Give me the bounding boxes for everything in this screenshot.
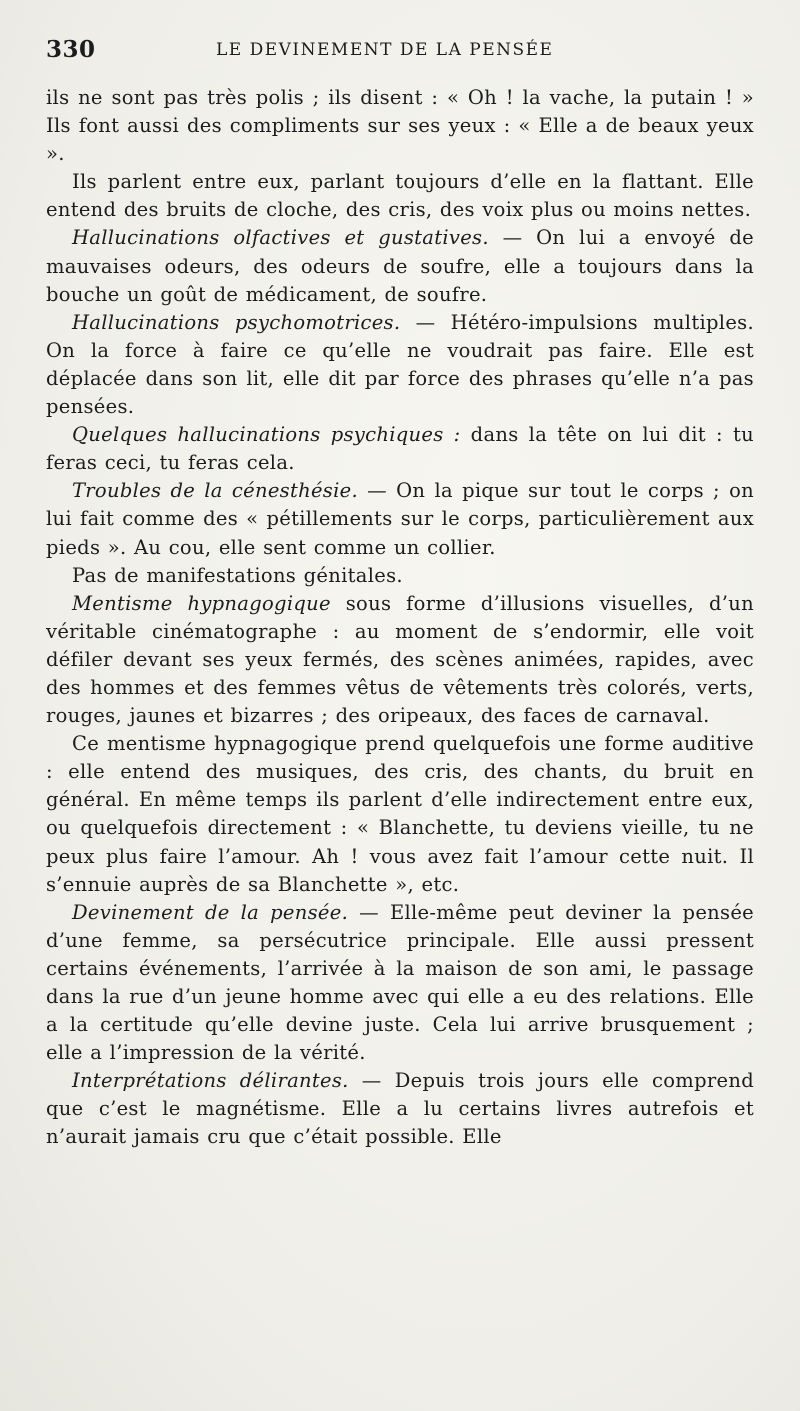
section-lead: Hallucinations psychomotrices. [72, 310, 401, 334]
paragraph-text: ils ne sont pas très polis ; ils disent : « Oh ! la vache, la putain ! » Ils font aussi des compliments sur ses yeux : « Elle a de beaux yeux ». [46, 86, 754, 166]
paragraph-text: — On la pique sur tout le corps ; on lui fait comme des « pétillements sur le corps, particulièrement aux pieds ». Au cou, elle sent comme un collier. [46, 479, 754, 559]
body-text [46, 84, 754, 1152]
section-lead: Devinement de la pensée. [72, 900, 349, 924]
running-head [46, 36, 766, 72]
paragraph-voices [46, 168, 754, 224]
paragraph-mentism [46, 590, 754, 730]
section-lead: Mentisme hypnagogique [72, 591, 331, 615]
paragraph-continuation [46, 84, 754, 168]
paragraph-olfactory [46, 224, 754, 308]
section-lead: Hallucinations olfactives et gustatives. [72, 226, 489, 250]
paragraph-text: dans la tête on lui dit : tu feras ceci, tu feras cela. [46, 423, 755, 475]
paragraph-psychomotor [46, 309, 754, 421]
paragraph-interpretations [46, 1067, 754, 1151]
paragraph-text: sous forme d’illusions visuelles, d’un véritable cinématographe : au moment de s’endormir, elle voit défiler devant ses yeux fermés, des scènes animées, rapides, avec des hommes et des femmes vêtus de vêtements très colorés, verts, rouges, jaunes et bizarres ; des oripeaux, des faces de carnaval. [46, 591, 754, 728]
paragraph-auditory [46, 730, 754, 899]
paragraph-text: — On lui a envoyé de mauvaises odeurs, des odeurs de soufre, elle a toujours dans la bouche un goût de médicament, de soufre. [46, 226, 754, 306]
running-title: LE DEVINEMENT DE LA PENSÉE [216, 40, 554, 60]
section-lead: Quelques hallucinations psychiques : [72, 423, 461, 447]
paragraph-text: Ils parlent entre eux, parlant toujours d’elle en la flattant. Elle entend des bruits de cloche, des cris, des voix plus ou moins nettes. [46, 170, 754, 222]
section-lead: Interprétations délirantes. [72, 1069, 349, 1093]
paragraph-text: — Depuis trois jours elle comprend que c’est le magnétisme. Elle a lu certains livres autrefois et n’aurait jamais cru que c’était possible. Elle [46, 1069, 754, 1149]
page-number: 330 [46, 36, 96, 63]
paragraph-text: Ce mentisme hypnagogique prend quelquefois une forme auditive : elle entend des musiques, des cris, des chants, du bruit en général. En même temps ils parlent d’elle indirectement entre eux, ou quelquefois directement : « Blanchette, tu deviens vieille, tu ne peux plus faire l’amour. Ah ! vous avez fait l’amour cette nuit. Il s’ennuie auprès de sa Blanchette », etc. [46, 732, 754, 896]
paragraph-thought-guessing [46, 899, 754, 1068]
paragraph-psychic [46, 421, 754, 477]
paragraph-text: — Elle-même peut deviner la pensée d’une femme, sa persécutrice principale. Elle aussi pressent certains événements, l’arrivée à la maison de son ami, le passage dans la rue d’un jeune homme avec qui elle a eu des relations. Elle a la certitude qu’elle devine juste. Cela lui arrive brusquement ; elle a l’impression de la vérité. [46, 900, 755, 1065]
section-lead: Troubles de la cénesthésie. [72, 479, 358, 503]
paragraph-text: Pas de manifestations génitales. [72, 563, 403, 587]
paragraph-text: — Hétéro-impulsions multiples. On la force à faire ce qu’elle ne voudrait pas faire. Elle est déplacée dans son lit, elle dit par force des phrases qu’elle n’a pas pensées. [46, 310, 754, 419]
paragraph-genital [46, 562, 754, 590]
paragraph-cenesthesia [46, 477, 754, 561]
